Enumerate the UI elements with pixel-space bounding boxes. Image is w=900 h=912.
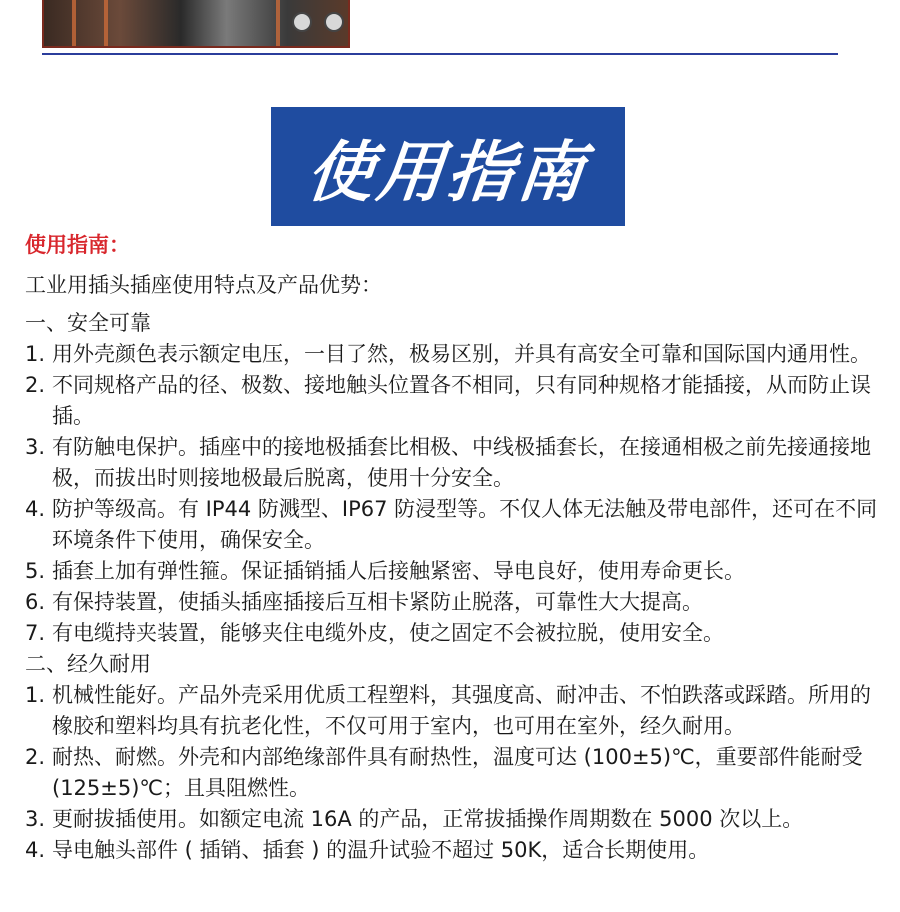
- guide-content: [25, 228, 885, 866]
- item-text: 有电缆持夹装置，能够夹住电缆外皮，使之固定不会被拉脱，使用安全。: [52, 621, 724, 645]
- list-item: [25, 618, 885, 649]
- item-number: 3.: [25, 435, 46, 459]
- list-item: [25, 742, 885, 804]
- item-text: 不同规格产品的径、极数、接地触头位置各不相同，只有同种规格才能插接，从而防止误插。: [52, 373, 871, 428]
- item-number: 2.: [25, 373, 46, 397]
- item-number: 4.: [25, 497, 46, 521]
- list-item: [25, 680, 885, 742]
- item-text: 有保持装置，使插头插座插接后互相卡紧防止脱落，可靠性大大提高。: [52, 590, 703, 614]
- item-number: 1.: [25, 683, 46, 707]
- item-text: 有防触电保护。插座中的接地极插套比相极、中线极插套长，在接通相极之前先接通接地极，而拔出时则接地极最后脱离，使用十分安全。: [52, 435, 871, 490]
- item-number: 6.: [25, 590, 46, 614]
- item-text: 机械性能好。产品外壳采用优质工程塑料，其强度高、耐冲击、不怕跌落或踩踏。所用的橡胶和塑料均具有抗老化性，不仅可用于室内，也可用在室外，经久耐用。: [52, 683, 871, 738]
- item-text: 耐热、耐燃。外壳和内部绝缘部件具有耐热性，温度可达 (100±5)℃，重要部件能耐受 (125±5)℃；且具阻燃性。: [52, 745, 863, 800]
- list-item: [25, 494, 885, 556]
- item-number: 1.: [25, 342, 46, 366]
- item-number: 7.: [25, 621, 46, 645]
- divider-line: [42, 53, 838, 55]
- section-heading: 使用指南：: [25, 233, 130, 257]
- list-item: [25, 556, 885, 587]
- item-number: 4.: [25, 838, 46, 862]
- item-number: 5.: [25, 559, 46, 583]
- list-item: [25, 804, 885, 835]
- item-text: 用外壳颜色表示额定电压，一目了然，极易区别，并具有高安全可靠和国际国内通用性。: [52, 342, 871, 366]
- item-text: 导电触头部件 ( 插销、插套 ) 的温升试验不超过 50K，适合长期使用。: [52, 838, 710, 862]
- list-item: [25, 339, 885, 370]
- intro-text: 工业用插头插座使用特点及产品优势：: [25, 273, 382, 297]
- category-title: 二、经久耐用: [25, 652, 151, 676]
- item-text: 更耐拔插使用。如额定电流 16A 的产品，正常拔插操作周期数在 5000 次以上。: [52, 807, 804, 831]
- banner-title: 使用指南: [303, 133, 592, 211]
- guide-banner: [271, 107, 625, 226]
- photo-detail: [276, 0, 280, 46]
- list-item: [25, 587, 885, 618]
- category-title: 一、安全可靠: [25, 311, 151, 335]
- photo-wheel: [324, 12, 344, 32]
- item-number: 2.: [25, 745, 46, 769]
- list-item: [25, 432, 885, 494]
- photo-detail: [72, 0, 76, 46]
- item-text: 防护等级高。有 IP44 防溅型、IP67 防浸型等。不仅人体无法触及带电部件，还可在不同环境条件下使用，确保安全。: [52, 497, 878, 552]
- photo-detail: [104, 0, 108, 46]
- photo-wheel: [292, 12, 312, 32]
- product-photo: [42, 0, 350, 48]
- item-number: 3.: [25, 807, 46, 831]
- item-text: 插套上加有弹性箍。保证插销插人后接触紧密、导电良好，使用寿命更长。: [52, 559, 745, 583]
- list-item: [25, 370, 885, 432]
- list-item: [25, 835, 885, 866]
